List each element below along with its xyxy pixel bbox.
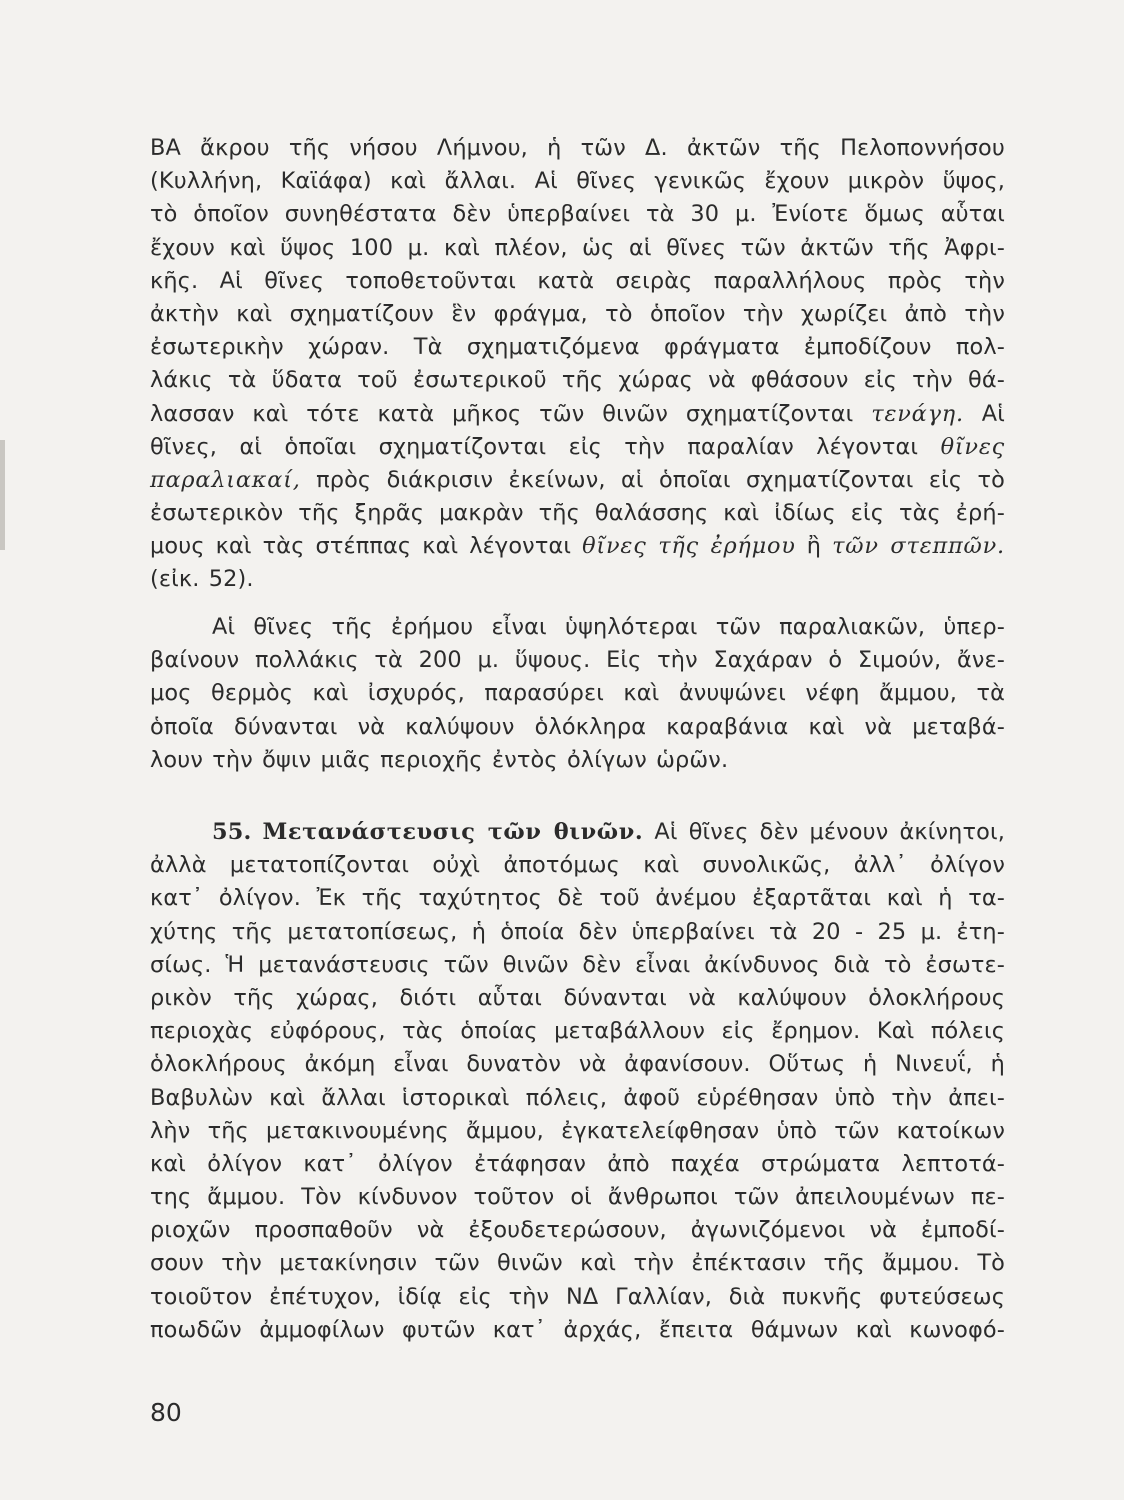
text-line: τὸ ὁποῖον συνηθέστατα δὲν ὑπερβαίνει τὰ 30 μ. Ἐνίοτε ὅμως αὗται <box>150 201 1005 228</box>
text-line <box>150 431 1005 464</box>
text-line: ἔχουν καὶ ὕψος 100 μ. καὶ πλέον, ὡς αἱ θῖνες τῶν ἀκτῶν τῆς Ἀφρι- <box>150 234 1005 261</box>
text-run: θῖνες, αἱ ὁποῖαι σχηματίζονται εἰς τὴν παραλίαν λέγονται <box>150 433 919 460</box>
text-line: ἀκτὴν καὶ σχηματίζουν ἓν φράγμα, τὸ ὁποῖον τὴν χωρίζει ἀπὸ τὴν <box>150 300 1005 327</box>
text-line: σίως. Ἡ μετανάστευσις τῶν θινῶν δὲν εἶναι ἀκίνδυνος διὰ τὸ ἐσωτε- <box>150 951 1005 978</box>
text-line: ὁποῖα δύνανται νὰ καλύψουν ὁλόκληρα καραβάνια καὶ νὰ μεταβά- <box>150 713 1005 740</box>
text-line: ὁλοκλήρους ἀκόμη εἶναι δυνατὸν νὰ ἀφανίσουν. Οὕτως ἡ Νινευΐ, ἡ <box>150 1051 1005 1078</box>
text-line: λάκις τὰ ὕδατα τοῦ ἐσωτερικοῦ τῆς χώρας νὰ φθάσουν εἰς τὴν θά- <box>150 367 1005 394</box>
text-line: κατ᾽ ὀλίγον. Ἐκ τῆς ταχύτητος δὲ τοῦ ἀνέμου ἐξαρτᾶται καὶ ἡ τα- <box>150 885 1005 912</box>
text-run: πρὸς διάκρισιν ἐκείνων, αἱ ὁποῖαι σχηματίζονται εἰς τὸ <box>316 466 1005 493</box>
text-line: κῆς. Αἱ θῖνες τοποθετοῦνται κατὰ σειρὰς παραλλήλους πρὸς τὴν <box>150 267 1005 294</box>
text-line: ἐσωτερικὴν χώραν. Τὰ σχηματιζόμενα φράγματα ἐμποδίζουν πολ- <box>150 334 1005 361</box>
text-line: της ἄμμου. Τὸν κίνδυνον τοῦτον οἱ ἄνθρωποι τῶν ἀπειλουμένων πε- <box>150 1184 1005 1211</box>
term-tenagi: τενάγη. <box>871 400 964 427</box>
term-steppe-dunes: τῶν στεππῶν. <box>832 533 1005 560</box>
paragraph-desert-dunes <box>150 611 1005 777</box>
text-line: λὴν τῆς μετακινουμένης ἄμμου, ἐγκατελείφθησαν ὑπὸ τῶν κατοίκων <box>150 1117 1005 1144</box>
text-line: τοιοῦτον ἐπέτυχον, ἰδίᾳ εἰς τὴν ΝΔ Γαλλίαν, διὰ πυκνῆς φυτεύσεως <box>150 1283 1005 1310</box>
text-line: (Κυλλήνη, Καϊάφα) καὶ ἄλλαι. Αἱ θῖνες γενικῶς ἔχουν μικρὸν ὕψος, <box>150 168 1005 195</box>
section-heading-line <box>150 816 1005 849</box>
text-line: σουν τὴν μετακίνησιν τῶν θινῶν καὶ τὴν ἐπέκτασιν τῆς ἄμμου. Τὸ <box>150 1250 1005 1277</box>
text-run: ἢ <box>806 533 822 560</box>
text-line: χύτης τῆς μετατοπίσεως, ἡ ὁποία δὲν ὑπερβαίνει τὰ 20 - 25 μ. ἐτη- <box>150 918 1005 945</box>
term-desert-dunes: θῖνες τῆς ἐρήμου <box>582 533 796 560</box>
paragraph-dunes-coastal <box>150 132 1005 597</box>
term-coastal: παραλιακαί, <box>150 466 301 493</box>
text-line: ποωδῶν ἀμμοφίλων φυτῶν κατ᾽ ἀρχάς, ἔπειτα θάμνων καὶ κωνοφό- <box>150 1316 1005 1343</box>
section-number: 55. <box>212 819 252 845</box>
text-line: βαίνουν πολλάκις τὰ 200 μ. ὕψους. Εἰς τὴν Σαχάραν ὁ Σιμούν, ἄνε- <box>150 647 1005 674</box>
text-line: ριοχῶν προσπαθοῦν νὰ ἐξουδετερώσουν, ἀγωνιζόμενοι νὰ ἐμποδί- <box>150 1217 1005 1244</box>
text-line: ἐσωτερικὸν τῆς ξηρᾶς μακρὰν τῆς θαλάσσης καὶ ἰδίως εἰς τὰς ἐρή- <box>150 500 1005 527</box>
text-line: ΒΑ ἄκρου τῆς νήσου Λήμνου, ἡ τῶν Δ. ἀκτῶν τῆς Πελοποννήσου <box>150 135 1005 161</box>
text-run: Αἱ θῖνες δὲν μένουν ἀκίνητοι, <box>654 819 1005 845</box>
figure-reference: (εἰκ. 52). <box>150 566 254 593</box>
section-55-dune-migration <box>150 816 1005 1347</box>
text-line: ρικὸν τῆς χώρας, διότι αὗται δύνανται νὰ καλύψουν ὁλοκλήρους <box>150 984 1005 1011</box>
text-line: ἀλλὰ μετατοπίζονται οὐχὶ ἀποτόμως καὶ συνολικῶς, ἀλλ᾽ ὀλίγον <box>150 852 1005 879</box>
text-line: λουν τὴν ὄψιν μιᾶς περιοχῆς ἐντὸς ὀλίγων ὡρῶν. <box>150 746 729 773</box>
text-line <box>150 464 1005 497</box>
text-run: λασσαν καὶ τότε κατὰ μῆκος τῶν θινῶν σχηματίζονται <box>150 400 854 427</box>
section-title: Μετανάστευσις τῶν θινῶν. <box>262 819 644 845</box>
text-run: μους καὶ τὰς στέππας καὶ λέγονται <box>150 533 572 560</box>
text-line <box>150 398 1005 431</box>
text-line <box>150 530 1005 563</box>
text-line: Αἱ θῖνες τῆς ἐρήμου εἶναι ὑψηλότεραι τῶν παραλιακῶν, ὑπερ- <box>212 614 1005 640</box>
text-line: μος θερμὸς καὶ ἰσχυρός, παρασύρει καὶ ἀνυψώνει νέφη ἄμμου, τὰ <box>150 680 1005 707</box>
page-number: 80 <box>150 1398 182 1427</box>
text-line: Βαβυλὼν καὶ ἄλλαι ἱστορικαὶ πόλεις, ἀφοῦ εὑρέθησαν ὑπὸ τὴν ἀπει- <box>150 1084 1005 1111</box>
text-line: καὶ ὀλίγον κατ᾽ ὀλίγον ἐτάφησαν ἀπὸ παχέα στρώματα λεπτοτά- <box>150 1150 1005 1177</box>
term-dunes: θῖνες <box>940 433 1005 460</box>
scan-edge-shadow <box>0 440 5 550</box>
text-line: περιοχὰς εὐφόρους, τὰς ὁποίας μεταβάλλουν εἰς ἔρημον. Καὶ πόλεις <box>150 1018 1005 1045</box>
text-run: Αἱ <box>981 400 1005 427</box>
